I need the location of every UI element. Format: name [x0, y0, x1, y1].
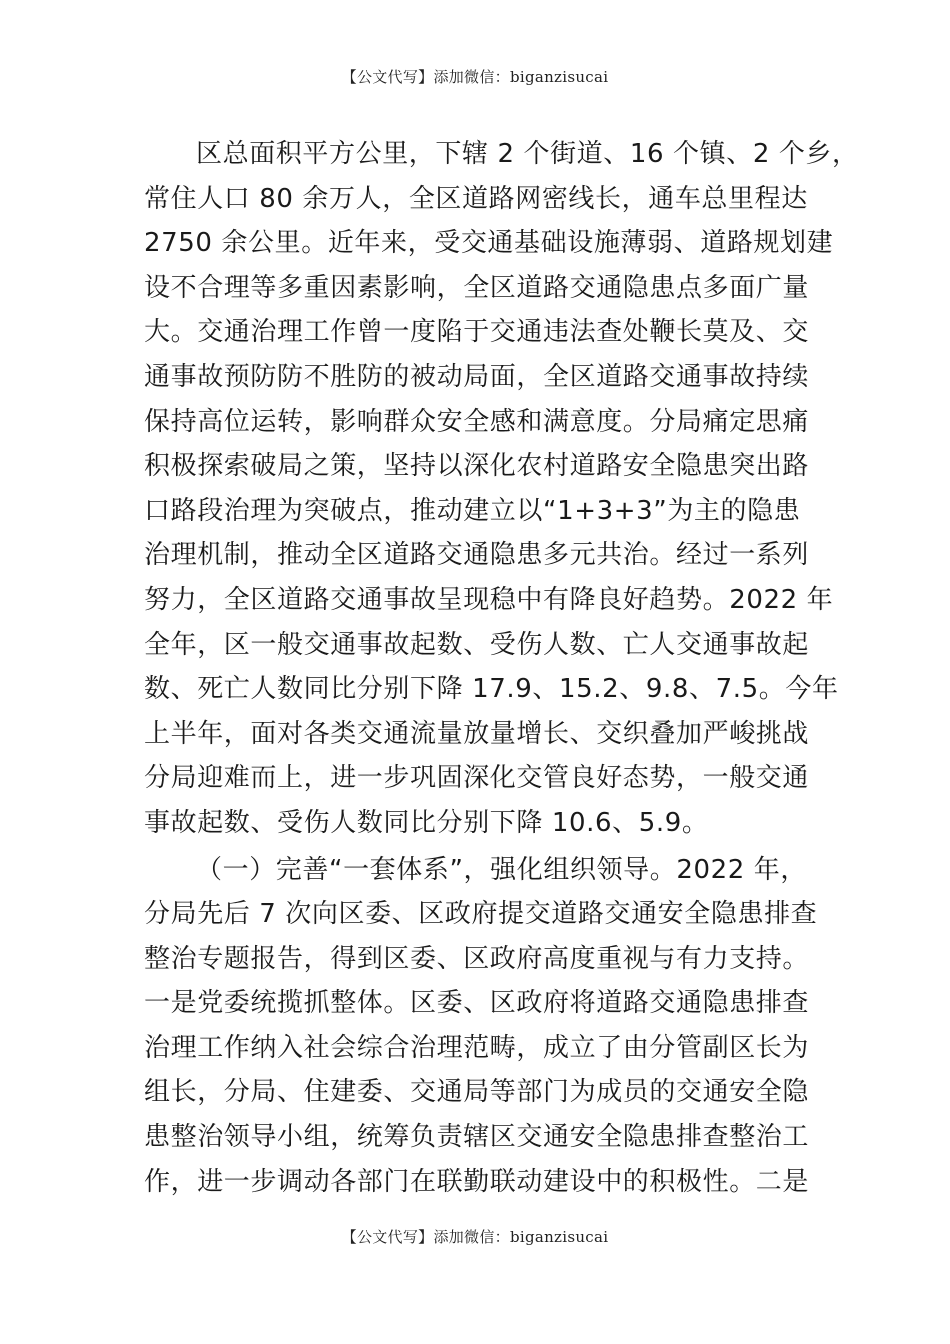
- text-line: 作，进一步调动各部门在联勤联动建设中的积极性。二是: [144, 1166, 810, 1197]
- text-line: 分局迎难而上，进一步巩固深化交管良好态势，一般交通: [144, 763, 810, 794]
- text-line: 患整治领导小组，统筹负责辖区交通安全隐患排查整治工: [144, 1122, 810, 1153]
- text-line: 组长，分局、住建委、交通局等部门为成员的交通安全隐: [144, 1077, 810, 1108]
- text-line: 常住人口 80 余万人，全区道路网密线长，通车总里程达: [144, 183, 808, 214]
- text-line: 事故起数、受伤人数同比分别下降 10.6、5.9。: [144, 807, 709, 838]
- text-line: 数、死亡人数同比分别下降 17.9、15.2、9.8、7.5。今年: [144, 674, 839, 705]
- text-line: 大。交通治理工作曾一度陷于交通违法查处鞭长莫及、交: [144, 317, 810, 348]
- text-line: 一是党委统揽抓整体。区委、区政府将道路交通隐患排查: [144, 988, 810, 1019]
- text-line: （一）完善“一套体系”，强化组织领导。2022 年，: [196, 854, 807, 885]
- text-line: 口路段治理为突破点，推动建立以“1+3+3”为主的隐患: [144, 495, 801, 526]
- text-line: 全年，区一般交通事故起数、受伤人数、亡人交通事故起: [144, 629, 810, 660]
- text-line: 整治专题报告，得到区委、区政府高度重视与有力支持。: [144, 943, 810, 974]
- text-line: 治理机制，推动全区道路交通隐患多元共治。经过一系列: [144, 540, 810, 571]
- text-line: 积极探索破局之策，坚持以深化农村道路安全隐患突出路: [144, 451, 810, 482]
- text-line: 设不合理等多重因素影响，全区道路交通隐患点多面广量: [144, 272, 810, 303]
- document-body: [144, 132, 859, 1204]
- text-line: 通事故预防防不胜防的被动局面，全区道路交通事故持续: [144, 361, 810, 392]
- page-header: 【公文代写】添加微信：biganzisucai: [341, 68, 609, 86]
- text-line: 分局先后 7 次向区委、区政府提交道路交通安全隐患排查: [144, 899, 818, 930]
- text-line: 治理工作纳入社会综合治理范畴，成立了由分管副区长为: [144, 1032, 810, 1063]
- paragraph-section-one: [144, 848, 820, 1205]
- text-line: 2750 余公里。近年来，受交通基础设施薄弱、道路规划建: [144, 228, 834, 259]
- text-line: 保持高位运转，影响群众安全感和满意度。分局痛定思痛: [144, 406, 810, 437]
- text-line: 上半年，面对各类交通流量放量增长、交织叠加严峻挑战: [144, 718, 810, 749]
- text-line: 努力，全区道路交通事故呈现稳中有降良好趋势。2022 年: [144, 584, 834, 615]
- page-footer: 【公文代写】添加微信：biganzisucai: [341, 1228, 609, 1246]
- text-line: 区总面积平方公里，下辖 2 个街道、16 个镇、2 个乡，: [196, 139, 859, 169]
- paragraph-overview: [144, 132, 859, 846]
